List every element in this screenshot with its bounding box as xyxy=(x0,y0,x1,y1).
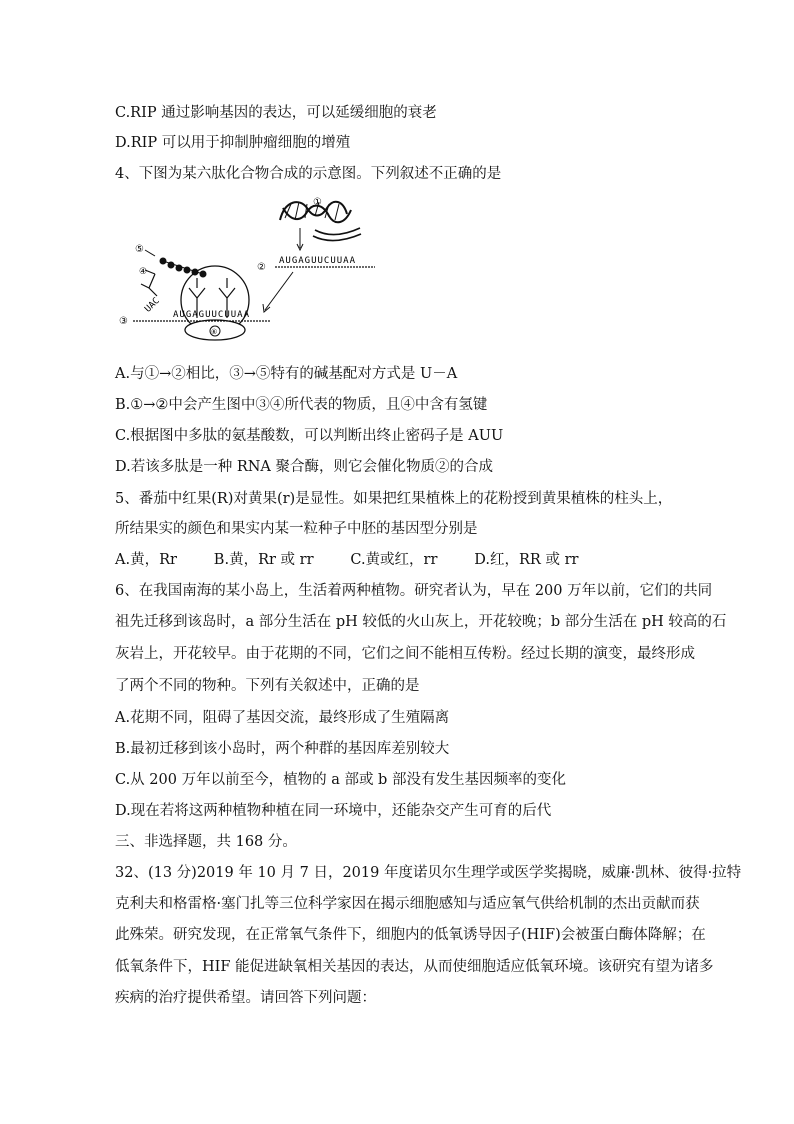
q6-line-3: 灰岩上，开花较早。由于花期的不同，它们之间不能相互传粉。经过长期的演变，最终形成 xyxy=(115,646,695,662)
q32-line-5: 疾病的治疗提供希望。请回答下列问题： xyxy=(115,990,376,1006)
free-mrna-sequence: AUGAGUUCUUAA xyxy=(279,256,357,266)
q32-line-3: 此殊荣。研究发现，在正常氧气条件下，细胞内的低氧诱导因子(HIF)会被蛋白酶体降解；在 xyxy=(115,927,706,943)
q4-option-b: B.①→②中会产生图中③④所代表的物质，且④中含有氢键 xyxy=(115,397,488,413)
marker-6: ⑥ xyxy=(211,328,218,336)
q5-options: A.黄，Rr B.黄，Rr 或 rr C.黄或红，rr D.红，RR 或 rr xyxy=(115,552,579,568)
q6-line-2: 祖先迁移到该岛时，a 部分生活在 pH 较低的火山灰上，开花较晚；b 部分生活在 pH 较高的石 xyxy=(115,614,727,630)
transport-arrow xyxy=(265,272,293,310)
q6-option-c: C.从 200 万年以前至今，植物的 a 部或 b 部没有发生基因频率的变化 xyxy=(115,772,566,788)
q6-option-d: D.现在若将这两种植物种植在同一环境中，还能杂交产生可育的后代 xyxy=(115,803,552,819)
q32-line-1: 32、(13 分)2019 年 10 月 7 日，2019 年度诺贝尔生理学或医学奖揭晓，威廉·凯林、彼得·拉特 xyxy=(115,865,742,881)
q5-stem-line-1: 5、番茄中红果(R)对黄果(r)是显性。如果把红果植株上的花粉授到黄果植株的柱头上， xyxy=(115,491,673,507)
marker-3: ③ xyxy=(119,316,128,327)
marker-1: ① xyxy=(313,197,322,208)
q4-option-d: D.若该多肽是一种 RNA 聚合酶，则它会催化物质②的合成 xyxy=(115,459,494,475)
q4-stem: 4、下图为某六肽化合物合成的示意图。下列叙述不正确的是 xyxy=(115,166,502,182)
q3-option-d: D.RIP 可以用于抑制肿瘤细胞的增殖 xyxy=(115,135,351,151)
q5-stem-line-2: 所结果实的颜色和果实内某一粒种子中胚的基因型分别是 xyxy=(115,521,478,537)
q6-line-4: 了两个不同的物种。下列有关叙述中，正确的是 xyxy=(115,678,420,694)
marker-4: ④ xyxy=(139,267,148,277)
q6-option-b: B.最初迁移到该小岛时，两个种群的基因库差别较大 xyxy=(115,741,450,757)
q6-option-a: A.花期不同，阻碍了基因交流，最终形成了生殖隔离 xyxy=(115,710,450,726)
q32-line-4: 低氧条件下，HIF 能促进缺氧相关基因的表达，从而使细胞适应低氧环境。该研究有望为诸多 xyxy=(115,959,714,975)
section-3-heading: 三、非选择题，共 168 分。 xyxy=(115,834,297,850)
q6-line-1: 6、在我国南海的某小岛上，生活着两种植物。研究者认为，早在 200 万年以前，它们的共同 xyxy=(115,583,713,599)
marker-2: ② xyxy=(257,262,266,273)
q3-option-c: C.RIP 通过影响基因的表达，可以延缓细胞的衰老 xyxy=(115,105,437,121)
ribosome-mrna-sequence: AUGAGUUCUUAA xyxy=(173,310,251,320)
q4-option-a: A.与①→②相比，③→⑤特有的碱基配对方式是 U－A xyxy=(115,366,458,382)
q4-option-c: C.根据图中多肽的氨基酸数，可以判断出终止密码子是 AUU xyxy=(115,428,504,444)
marker-5: ⑤ xyxy=(135,244,144,255)
q32-line-2: 克利夫和格雷格·塞门扎等三位科学家因在揭示细胞感知与适应氧气供给机制的杰出贡献而获 xyxy=(115,896,700,912)
translation-diagram xyxy=(115,190,415,350)
trna-anticodon: UAC xyxy=(143,296,162,315)
